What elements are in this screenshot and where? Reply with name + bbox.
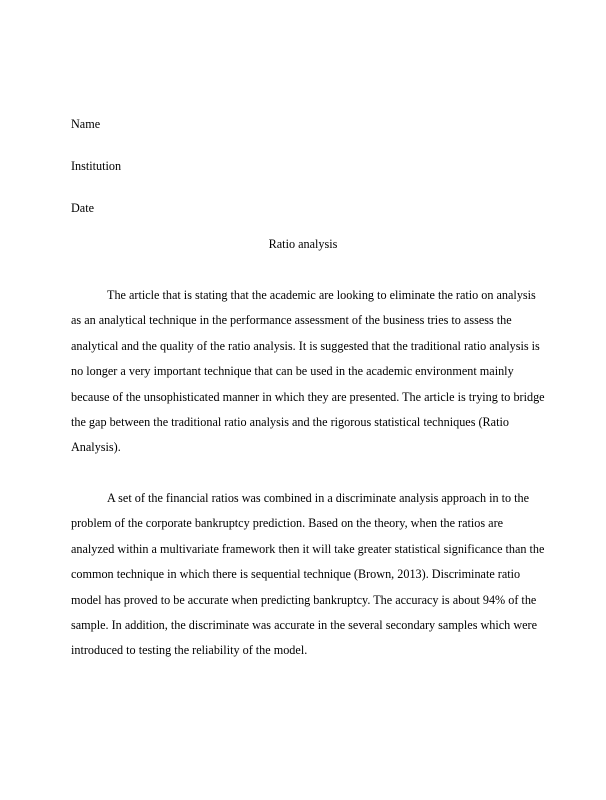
paragraph-line: analyzed within a multivariate framework then it will take greater statistical significance than the (71, 541, 545, 556)
paragraph-2 (71, 486, 545, 664)
paragraph-line: common technique in which there is sequential technique (Brown, 2013). Discriminate ratio (71, 567, 521, 582)
paragraph-line: sample. In addition, the discriminate was accurate in the several secondary samples which were (71, 618, 537, 633)
paragraph-line: the gap between the traditional ratio analysis and the rigorous statistical techniques (Ratio (71, 415, 509, 430)
paragraph-line: model has proved to be accurate when predicting bankruptcy. The accuracy is about 94% of the (71, 592, 537, 607)
header-date: Date (71, 201, 95, 215)
paragraph-line: problem of the corporate bankruptcy prediction. Based on the theory, when the ratios are (71, 516, 504, 531)
paragraph-line: analytical and the quality of the ratio analysis. It is suggested that the traditional ratio analysis is (71, 338, 540, 353)
paragraph-line: introduced to testing the reliability of the model. (71, 643, 308, 658)
header-name: Name (71, 117, 101, 131)
header-institution: Institution (71, 159, 122, 173)
paragraph-line: The article that is stating that the academic are looking to eliminate the ratio on analysis (107, 288, 536, 302)
paragraph-1 (71, 283, 545, 461)
paragraph-line: A set of the financial ratios was combined in a discriminate analysis approach in to the (107, 491, 530, 505)
paragraph-line: no longer a very important technique that can be used in the academic environment mainly (71, 364, 514, 379)
paragraph-line: as an analytical technique in the performance assessment of the business tries to assess the (71, 313, 512, 328)
paragraph-line: because of the unsophisticated manner in which they are presented. The article is trying to bridge (71, 389, 545, 404)
paragraph-line: Analysis). (71, 440, 121, 455)
document-title: Ratio analysis (268, 237, 338, 251)
